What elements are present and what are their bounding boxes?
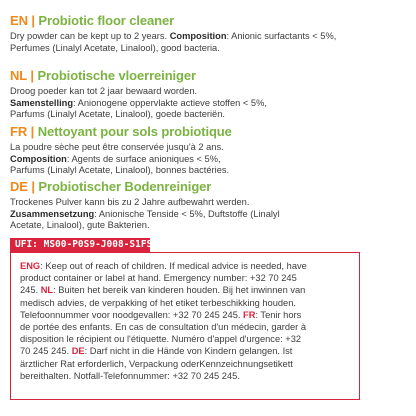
warning-line [20, 309, 353, 321]
body-text-segment: Dry powder can be kept up to 2 years. [10, 31, 170, 41]
warning-text-segment: bereithalten. Notfall-Telefonnummer: +32 70 245 245. [20, 370, 240, 381]
warning-text-segment: disposition le récipient ou l'étiquette. Numéro d'appel d'urgence: +32 [20, 334, 302, 345]
language-code: NL [10, 68, 27, 83]
warning-text-segment: : Darf nicht in die Hände von Kindern gelangen. Ist [84, 346, 293, 357]
section-body [10, 142, 408, 177]
warning-text-segment: 245. [20, 285, 41, 296]
safety-warning-box [10, 252, 360, 400]
warning-language-code: ENG [20, 261, 41, 271]
composition-label: Composition [169, 31, 227, 41]
body-line [10, 43, 408, 55]
section-body [10, 31, 408, 54]
body-line [10, 209, 408, 221]
section-body [10, 197, 408, 232]
safety-warning-text [20, 260, 353, 382]
body-line [10, 154, 408, 166]
warning-text-segment: 70 245 245. [20, 346, 72, 357]
heading-separator: | [27, 124, 38, 139]
body-line [10, 98, 408, 110]
body-line [10, 165, 408, 177]
body-text-segment: Perfumes (Linalyl Acetate, Linalool), good bacteria. [10, 42, 220, 53]
warning-line [20, 345, 353, 357]
body-text-segment: Parfums (Linalyl Acetate, Linalool), bonnes bactéries. [10, 165, 230, 175]
composition-label: Samenstelling [10, 97, 74, 108]
body-line [10, 142, 408, 154]
section-heading [10, 13, 408, 29]
warning-language-code: NL [40, 285, 54, 296]
warning-line [20, 333, 353, 345]
heading-separator: | [26, 68, 38, 83]
section-nl [10, 68, 408, 121]
warning-line [20, 272, 353, 284]
body-line [10, 220, 408, 232]
composition-label: Zusammensetzung [10, 208, 95, 219]
body-line [10, 31, 408, 43]
warning-text-segment: de portée des enfants. En cas de consultation d'un médecin, garder à [20, 322, 307, 333]
warning-line [20, 284, 353, 296]
warning-line [20, 260, 353, 272]
product-title: Probiotischer Bodenreiniger [38, 179, 212, 194]
product-title: Probiotic floor cleaner [38, 13, 175, 28]
warning-text-segment: Telefoonnummer voor noodgevallen: +32 70 245 245. [20, 309, 244, 320]
body-line [10, 109, 408, 121]
warning-line [20, 297, 353, 309]
composition-label: Composition [10, 153, 67, 164]
body-line [10, 86, 408, 98]
section-heading [10, 68, 408, 84]
heading-separator: | [27, 179, 39, 194]
section-heading [10, 179, 408, 195]
warning-text-segment: : Tenir hors [255, 309, 302, 320]
body-text-segment: : Anionic surfactants < 5%, [226, 31, 337, 41]
warning-text-segment: : Buiten het bereik van kinderen houden. Bij het inwinnen van [53, 285, 306, 296]
body-text-segment: Trockenes Pulver kann bis zu 2 Jahre aufbewahrt werden. [10, 197, 250, 207]
warning-text-segment: : Keep out of reach of children. If medical advice is needed, have [40, 261, 307, 271]
product-title: Probiotische vloerreiniger [37, 68, 196, 83]
body-text-segment: : Anionische Tenside < 5%, Duftstoffe (Linalyl [94, 208, 280, 219]
body-text-segment: Acetate, Linalool), gute Bakterien. [10, 220, 150, 230]
body-text-segment: : Anionogene oppervlakte actieve stoffen < 5%, [73, 97, 267, 108]
warning-line [20, 370, 353, 382]
body-text-segment: Parfums (Linalyl Acetate, Linalool), goede bacteriën. [10, 109, 225, 119]
warning-text-segment: ärztlicher Rat erforderlich, Verpackung oderKennzeichnungsetikett [20, 358, 293, 369]
language-code: FR [10, 124, 28, 139]
warning-language-code: FR [243, 309, 256, 320]
product-title: Nettoyant pour sols probiotique [37, 124, 232, 139]
language-code: DE [10, 179, 28, 194]
language-code: EN [10, 13, 28, 28]
warning-line [20, 358, 353, 370]
section-de [10, 179, 408, 232]
body-line [10, 197, 408, 209]
body-text-segment: : Agents de surface anioniques < 5%, [66, 153, 221, 164]
section-heading [10, 124, 408, 140]
warning-text-segment: medisch advies, de verpakking of het etiket terbeschikking houden. [20, 297, 296, 308]
body-text-segment: La poudre sèche peut être conservée jusqu'à 2 ans. [10, 142, 224, 152]
warning-text-segment: product container or label at hand. Emergency number: +32 70 245 [20, 273, 297, 284]
section-en [10, 13, 408, 54]
warning-language-code: DE [71, 346, 85, 357]
section-body [10, 86, 408, 121]
body-text-segment: Droog poeder kan tot 2 jaar bewaard worden. [10, 86, 198, 96]
heading-separator: | [27, 13, 39, 28]
section-fr [10, 124, 408, 177]
ufi-code-bar: UFI: MS00-P0S9-J008-S1FS [10, 238, 150, 252]
warning-line [20, 321, 353, 333]
